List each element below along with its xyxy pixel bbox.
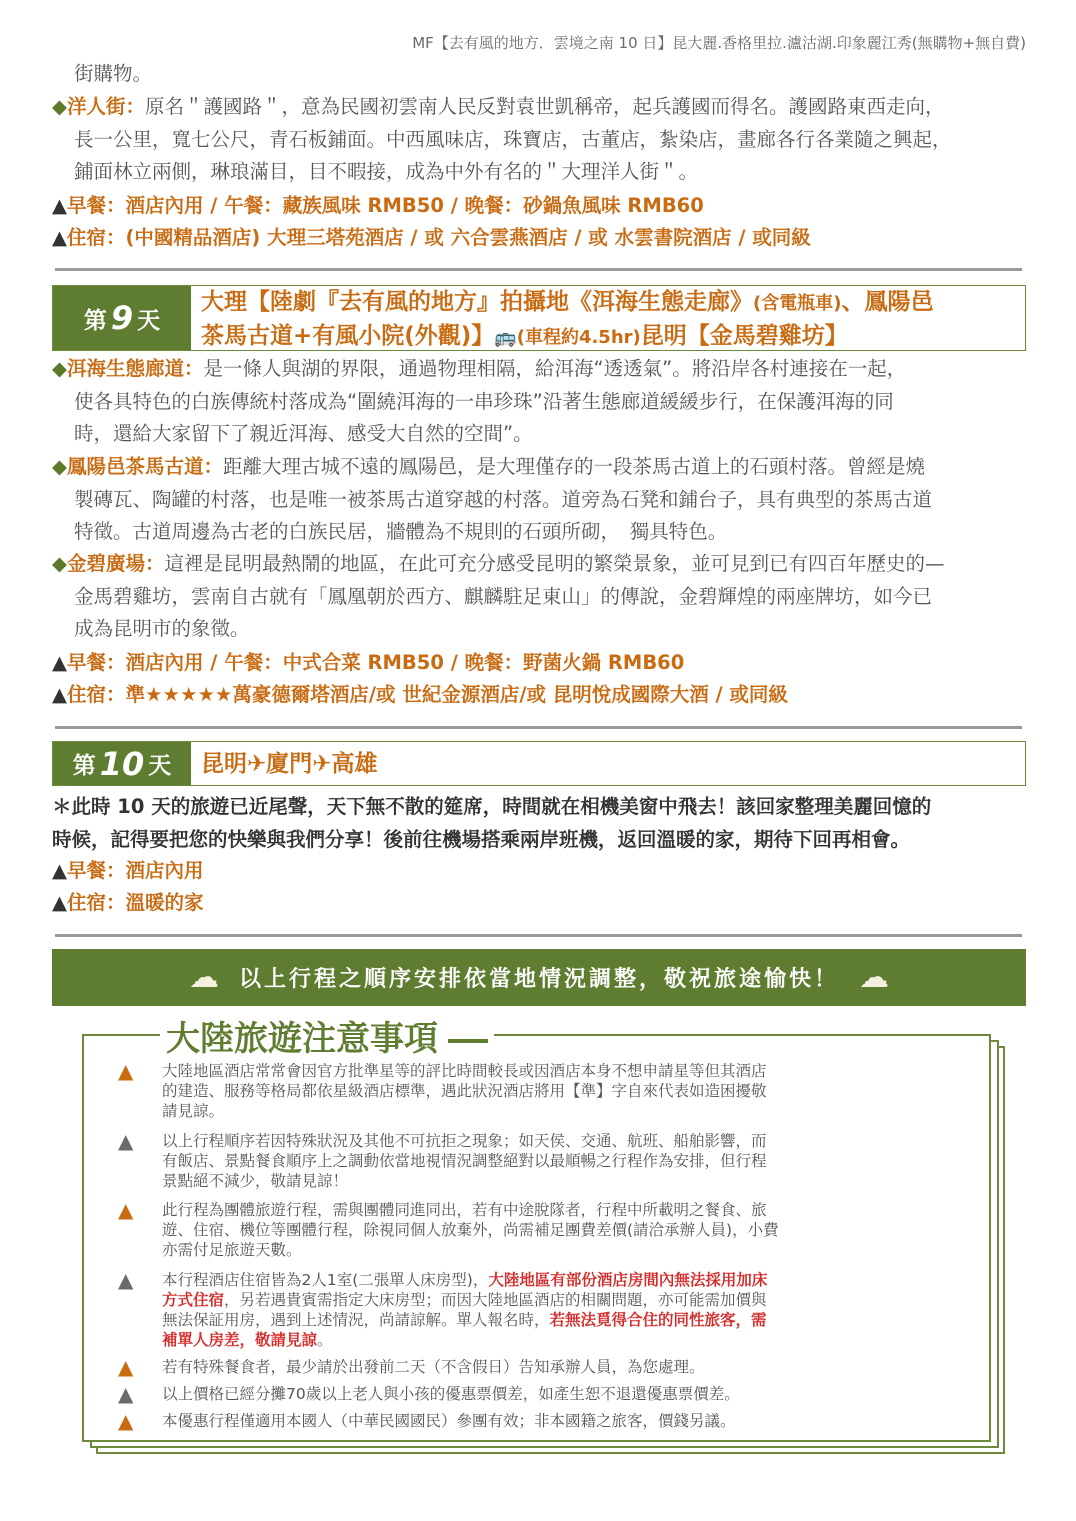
- page-header: MF【去有風的地方．雲境之南 10 日】昆大麗.香格里拉.瀘沽湖.印象麗江秀(無購物+無自費): [412, 34, 1026, 52]
- day9-header: [52, 285, 1026, 351]
- day10-hotel: ▲住宿：溫暖的家: [52, 891, 204, 914]
- day9-meals: ▲早餐：酒店內用 / 午餐：中式合菜 RMB50 / 晚餐：野菌火鍋 RMB60: [52, 651, 685, 674]
- notice-item: ▲ 若有特殊餐食者，最少請於出發前二天（不含假日）告知承辦人員，為您處理。: [118, 1355, 705, 1379]
- divider: [55, 934, 1022, 937]
- day8-hotel: ▲住宿：(中國精品酒店) 大理三塔苑酒店 / 或 六合雲燕酒店 / 或 水雲書院酒店 / 或同級: [52, 226, 811, 249]
- day10-meals: ▲早餐：酒店內用: [52, 859, 204, 882]
- diamond-icon: ◆: [52, 357, 67, 380]
- triangle-icon: ▲: [52, 683, 67, 706]
- day9-title: 大理【陸劇『去有風的地方』拍攝地《洱海生態走廊》(含電瓶車)、鳳陽邑 茶馬古道+有風小院(外觀)】🚌(車程約4.5hr)昆明【金馬碧雞坊】: [201, 289, 934, 349]
- divider: [55, 726, 1022, 729]
- triangle-icon: ▲: [118, 1355, 134, 1379]
- notice-heading: 大陸旅遊注意事項: [160, 1011, 494, 1060]
- diamond-icon: ◆: [52, 455, 67, 478]
- yangrenjie-paragraph: ◆洋人街：原名＂護國路＂，意為民國初雲南人民反對袁世凱稱帝，起兵護國而得名。護國路東西走向， 長一公里，寬七公尺，青石板鋪面。中西風味店，珠寶店，古董店，紮染店，畫廊各行各業隨之興起， 鋪面林立兩側，琳琅滿目，目不暇接，成為中外有名的＂大理洋人街＂。: [52, 95, 952, 183]
- triangle-icon: ▲: [118, 1409, 134, 1433]
- triangle-icon: ▲: [118, 1198, 134, 1222]
- bus-icon: 🚌: [494, 327, 517, 348]
- triangle-icon: ▲: [52, 651, 67, 674]
- triangle-icon: ▲: [118, 1382, 134, 1406]
- notice-item: ▲ 本行程酒店住宿皆為2人1室(二張單人床房型)，大陸地區有部份酒店房間內無法採用加床 方式住宿，另若遇貴賓需指定大床房型；而因大陸地區酒店的相關問題，亦可能需加價與 無法保証用房，遇到上述情況，尚請諒解。單人報名時，若無法覓得合住的同性旅客，需 補單人房差，敬請見諒。: [118, 1268, 768, 1349]
- divider: [55, 268, 1022, 271]
- diamond-icon: ◆: [52, 95, 67, 118]
- triangle-icon: ▲: [52, 194, 67, 217]
- triangle-icon: ▲: [52, 226, 67, 249]
- triangle-icon: ▲: [118, 1129, 134, 1153]
- day10-title: 昆明✈廈門✈高雄: [201, 751, 378, 777]
- day9-label: 第 9 天: [53, 286, 191, 350]
- day10-header: [52, 741, 1026, 786]
- triangle-icon: ▲: [52, 859, 67, 882]
- day10-closing: ＊此時 10 天的旅遊已近尾聲，天下無不散的筵席，時間就在相機美窗中飛去！該回家整理美麗回憶的 時候，記得要把您的快樂與我們分享！後前往機場搭乘兩岸班機，返回溫暖的家，期待下回再相會。: [52, 795, 932, 851]
- closing-banner: ☁ 以上行程之順序安排依當地情況調整，敬祝旅途愉快！ ☁: [52, 949, 1026, 1006]
- triangle-icon: ▲: [52, 891, 67, 914]
- cloud-ornament-icon: ☁: [859, 960, 889, 995]
- notice-item: ▲ 以上價格已經分攤70歲以上老人與小孩的優惠票價差，如產生恕不退還優惠票價差。: [118, 1382, 740, 1406]
- notice-item: ▲ 大陸地區酒店常常會因官方批準星等的評比時間較長或因酒店本身不想申請星等但其酒店 的建造、服務等格局都依星級酒店標準，遇此狀況酒店將用【準】字自來代表如造困擾敬 請見諒。: [118, 1059, 767, 1120]
- erhai-paragraph: ◆洱海生態廊道：是一條人與湖的界限，通過物理相隔，給洱海“透透氣”。將沿岸各村連接在一起， 使各具特色的白族傳統村落成為“圍繞洱海的一串珍珠”沿著生態廊道緩緩步行，在保護洱海的同 時，還給大家留下了親近洱海、感受大自然的空間”。: [52, 357, 907, 445]
- day8-meals: ▲早餐：酒店內用 / 午餐：藏族風味 RMB50 / 晚餐：砂鍋魚風味 RMB60: [52, 194, 704, 217]
- notice-item: ▲ 本優惠行程僅適用本國人（中華民國國民）參團有效；非本國籍之旅客，價錢另議。: [118, 1409, 736, 1433]
- triangle-icon: ▲: [118, 1059, 134, 1083]
- day8-continuation: 街購物。: [74, 62, 153, 85]
- day10-label: 第 10 天: [53, 742, 191, 785]
- notice-item: ▲ 此行程為團體旅遊行程，需與團體同進同出，若有中途脫隊者，行程中所載明之餐食、旅 遊、住宿、機位等團體行程，除視同個人放棄外，尚需補足團費差價(請洽承辦人員)，小費 亦需付足旅遊天數。: [118, 1198, 779, 1259]
- day9-hotel: ▲住宿：準★★★★★萬豪德爾塔酒店/或 世紀金源酒店/或 昆明悅成國際大酒 / 或同級: [52, 683, 788, 706]
- triangle-icon: ▲: [118, 1268, 134, 1292]
- diamond-icon: ◆: [52, 552, 67, 575]
- cloud-ornament-icon: ☁: [188, 960, 219, 995]
- fengyangyi-paragraph: ◆鳳陽邑茶馬古道：距離大理古城不遠的鳳陽邑，是大理僅存的一段茶馬古道上的石頭村落。曾經是燒 製磚瓦、陶罐的村落，也是唯一被茶馬古道穿越的村落。道旁為石凳和鋪台子，具有典型的茶馬古道 特徵。古道周邊為古老的白族民居，牆體為不規則的石頭所砌， 獨具特色。: [52, 455, 933, 543]
- jinbi-paragraph: ◆金碧廣場：這裡是昆明最熱鬧的地區，在此可充分感受昆明的繁榮景象，並可見到已有四百年歷史的— 金馬碧雞坊，雲南自古就有「鳳凰朝於西方、麒麟駐足東山」的傳說，金碧輝煌的兩座牌坊，如今已 成為昆明市的象徵。: [52, 552, 945, 640]
- notice-item: ▲ 以上行程順序若因特殊狀況及其他不可抗拒之現象；如天侯、交通、航班、船舶影響，而 有飯店、景點餐食順序上之調動依當地視情況調整絕對以最順暢之行程作為安排，但行程 景點絕不減少，敬請見諒！: [118, 1129, 767, 1190]
